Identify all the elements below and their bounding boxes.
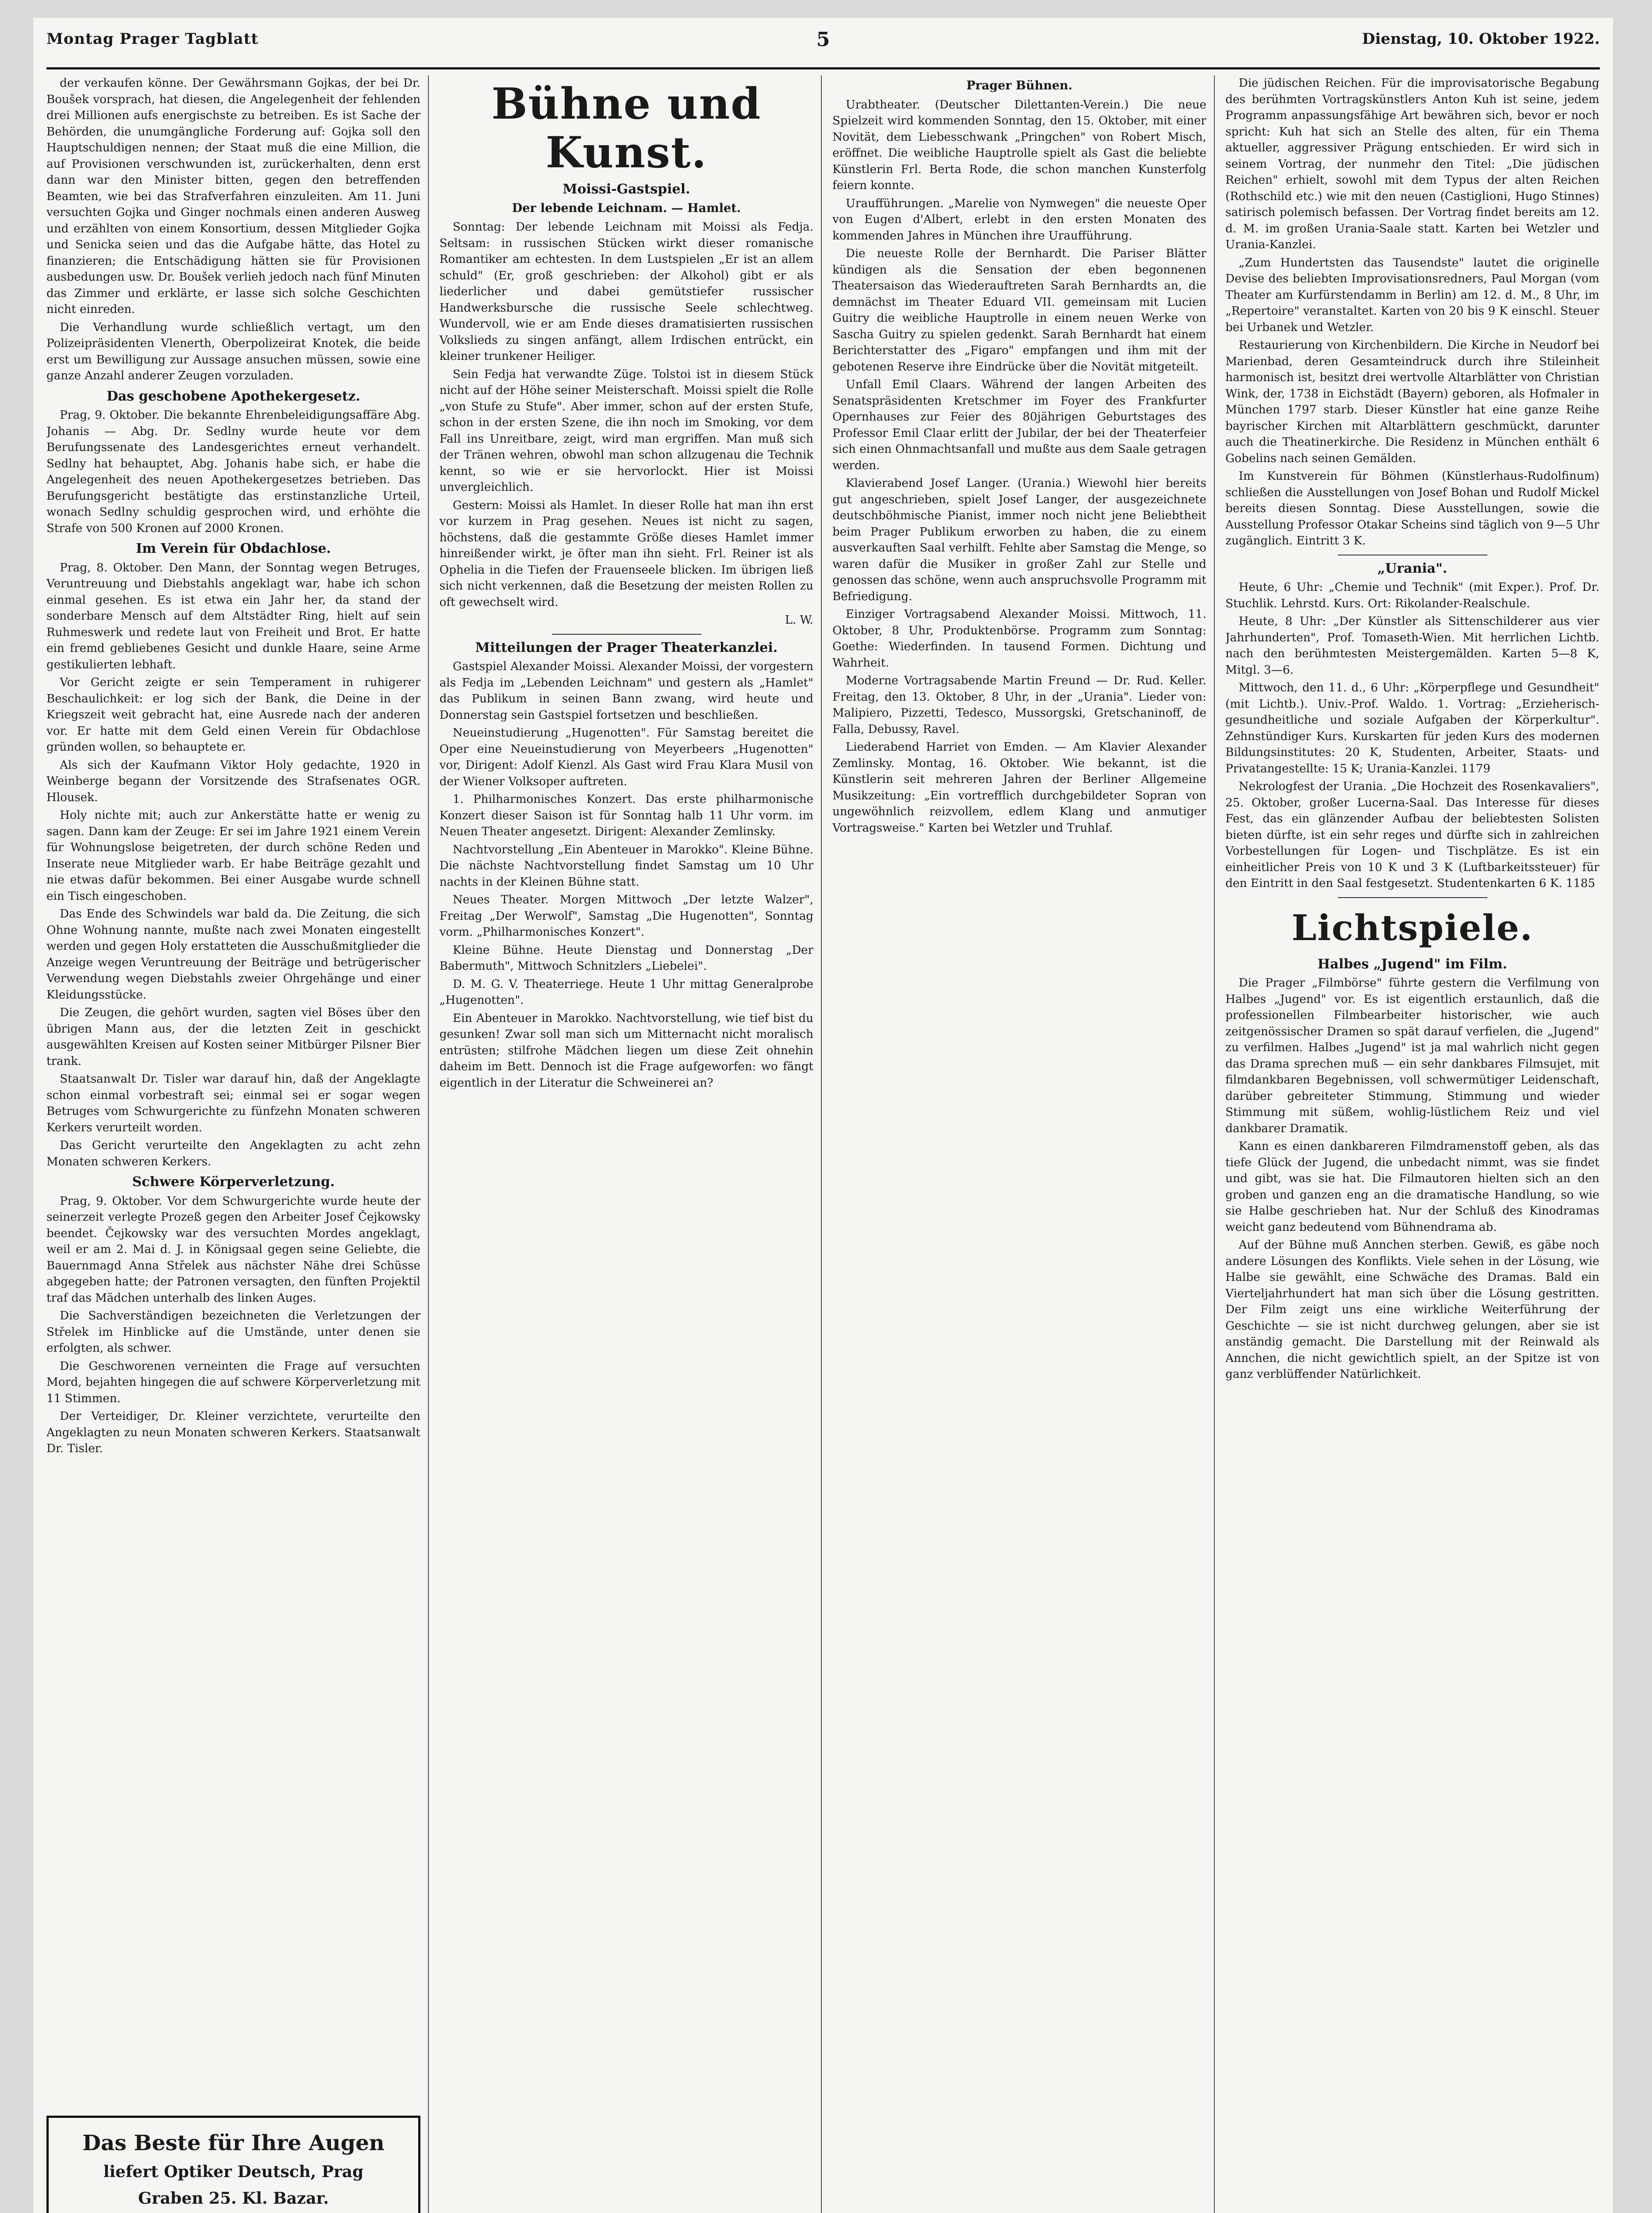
article-paragraph: Als sich der Kaufmann Viktor Holy gedachte, 1920 in Weinberge begann der Vorsitzende des Strafsenates OGR. Hlousek.	[46, 758, 420, 804]
article-paragraph: Neueinstudierung „Hugenotten". Für Samstag bereitet die Oper eine Neueinstudierung von Meyerbeers „Hugenotten" vor, Dirigent: Adolf Kienzl. Als Gast wird Frau Klara Musil von der Wiener Volksoper auftreten.	[439, 726, 813, 788]
article-paragraph: Uraufführungen. „Marelie von Nymwegen" die neueste Oper von Eugen d'Albert, erlebt in den ersten Monaten des kommenden Jahres in München ihre Uraufführung.	[832, 197, 1206, 243]
article-paragraph: Die Prager „Filmbörse" führte gestern die Verfilmung von Halbes „Jugend" vor. Es ist eigentlich erstaunlich, daß die professionellen Filmbearbeiter historischer, wie auch zeitgenössischer Dramen so spät darauf verfielen, die „Jugend" zu verfilmen. Halbes „Jugend" ist ja mal wahrlich nicht gegen das Drama sprechen muß — ein sehr dankbares Filmsujet, mit filmdankbaren Begebnissen, voll schwermütiger Leidenschaft, darüber gebreiteter Stimmung, Stimmung und wieder Stimmung mit süßem, wohlig-lüstlichem Reiz und viel dankbarer Dramatik.	[1225, 976, 1599, 1135]
column-divider	[1214, 75, 1215, 2213]
article-paragraph: Moderne Vortragsabende Martin Freund — Dr. Rud. Keller. Freitag, den 13. Oktober, 8 Uhr, in der „Urania". Lieder von: Malipiero, Pizzetti, Tedesco, Mussorgski, Gretschaninoff, de Falla, Debussy, Ravel.	[832, 674, 1206, 736]
issue-date: Dienstag, 10. Oktober 1922.	[1362, 30, 1600, 48]
header-rule	[46, 67, 1600, 69]
article-paragraph: Im Kunstverein für Böhmen (Künstlerhaus-Rudolfinum) schließen die Ausstellungen von Josef Bohan und Rudolf Mickel bereits diesen Sonntag. Diese Ausstellungen, sowie die Ausstellung Professor Otakar Scheins sind täglich von 9—5 Uhr zugänglich. Eintritt 3 K.	[1225, 470, 1599, 547]
article-headline: Halbes „Jugend" im Film.	[1317, 956, 1507, 972]
ad-company: liefert Optiker Deutsch, Prag	[103, 2163, 364, 2181]
article-paragraph: Vor Gericht zeigte er sein Temperament in ruhigerer Beschaulichkeit: er log sich der Bank, die Deine in der Kriegszeit weit gebracht hat, eine Ausrede nach der anderen vor. Er hatte mit dem Geld einen Verein für Obdachlose gründen wollen, so behauptete er.	[46, 676, 420, 754]
article-paragraph: Die Verhandlung wurde schließlich vertagt, um den Polizeipräsidenten Vlenerth, Oberpolizeirat Knotek, die beide erst um Bewilligung zur Aussage ansuchen müssen, sowie eine ganze Anzahl anderer Zeugen vorzuladen.	[46, 320, 420, 382]
article-paragraph: Prag, 8. Oktober. Den Mann, der Sonntag wegen Betruges, Veruntreuung und Diebstahls angeklagt war, habe ich schon einmal gesehen. Es ist etwa ein Jahr her, da stand der sonderbare Mensch auf dem Altstädter Ring, hielt auf sein Ruhmeswerk und redete laut von Freiheit und Brot. Er hatte ein fremd gebliebenes Gesicht und dunkle Haare, seine Arme gestikulierten lebhaft.	[46, 561, 420, 671]
masthead-left: Montag Prager Tagblatt	[46, 30, 259, 48]
author-signature: L. W.	[785, 613, 813, 627]
article-paragraph: Gestern: Moissi als Hamlet. In dieser Rolle hat man ihn erst vor kurzem in Prag gesehen. Neues ist nicht zu sagen, höchstens, daß die gestammte Größe dieses Hamlet immer hinreißender wirkt, je öfter man ihn sieht. Frl. Reiner ist als Ophelia in die Tiefen der Frauenseele blicken. Im übrigen ließ sich nicht verkennen, daß die Besetzung der meisten Rollen zu oft gewechselt wird.	[439, 498, 813, 609]
article-headline: Schwere Körperverletzung.	[132, 1174, 335, 1190]
article-paragraph: Staatsanwalt Dr. Tisler war darauf hin, daß der Angeklagte schon einmal vorbestraft sei; einmal sei er sogar wegen Betruges vom Schwurgerichte zu fünfzehn Monaten schweren Kerkers verurteilt worden.	[46, 1072, 420, 1134]
column-2	[439, 75, 813, 2213]
article-paragraph: der verkaufen könne. Der Gewährsmann Gojkas, der bei Dr. Boušek vorsprach, hat diesen, die Angelegenheit der fehlenden drei Millionen aufs energischste zu betreiben. Es ist Sache der Behörden, die unumgängliche Forderung auf: Gojka soll den Hauptschuldigen nennen; der Staat muß die eine Million, die auf Provisionen verschwunden ist, zurückerhalten, denn erst dann war den Minister bitten, gegen den betreffenden Beamten, wie bei das Strafverfahren einzuleiten. Am 11. Juni versuchten Gojka und Ginger nochmals einen anderen Ausweg und erzählten von einem Konsortium, dessen Mitglieder Gojka und Senicka seien und das die Aufgabe hätte, das Hotel zu finanzieren; die Entschädigung hätten sie für Provisionen ausbedungen usw. Dr. Boušek verlieh jedoch nach fünf Minuten das Zimmer und erklärte, er lasse sich solche Geschichten nicht einreden.	[46, 77, 420, 316]
article-paragraph: Das Ende des Schwindels war bald da. Die Zeitung, die sich Ohne Wohnung nannte, mußte nach zwei Monaten eingestellt werden und gegen Holy erstatteten die Ausschußmitglieder die Anzeige wegen Veruntreuung der Beiträge und betrügerischer Verwendung wegen Diebstahls zweier Ohrgehänge und einer Kleidungsstücke.	[46, 907, 420, 1002]
page-number: 5	[816, 28, 830, 51]
column-divider	[821, 75, 822, 2213]
article-paragraph: Liederabend Harriet von Emden. — Am Klavier Alexander Zemlinsky. Montag, 16. Oktober. Wie bekannt, ist die Künstlerin seit mehreren Jahren der Berliner Allgemeine Musikzeitung: „Ein vortrefflich durchgebildeter Sopran von ungewöhnlich reizvollem, edlem Klang und anmutiger Vortragsweise." Karten bei Wetzler und Truhlaf.	[832, 740, 1206, 835]
article-paragraph: Holy nichte mit; auch zur Ankerstätte hatte er wenig zu sagen. Dann kam der Zeuge: Er sei im Jahre 1921 einem Verein für Wohnungslose beigetreten, der durch schöne Reden und Inserate neue Mitglieder warb. Er habe Beiträge gezahlt und nie etwas dafür bekommen. Bei einer Ausgabe wurde schnell ein Tisch eingeschoben.	[46, 809, 420, 903]
article-paragraph: Heute, 8 Uhr: „Der Künstler als Sittenschilderer aus vier Jahrhunderten", Prof. Tomaseth-Wien. Mit herrlichen Lichtb. nach den berühmtesten Meistergemälden. Karten 5—8 K, Mitgl. 3—6.	[1225, 615, 1599, 677]
article-paragraph: Urabtheater. (Deutscher Dilettanten-Verein.) Die neue Spielzeit wird kommenden Sonntag, den 15. Oktober, mit einer Novität, dem Liebesschwank „Pringchen" von Robert Misch, eröffnet. Die weibliche Hauptrolle spielt als Gast die beliebte Künstlerin Frl. Berta Rode, die schon manchen Kunsterfolg feiern konnte.	[832, 98, 1206, 192]
article-paragraph: Auf der Bühne muß Annchen sterben. Gewiß, es gäbe noch andere Lösungen des Konflikts. Viele sehen in der Lösung, wie Halbe sie gewählt, eine Schwäche des Dramas. Bald ein Vierteljahrhundert hat man sich über die Lösung gestritten. Der Film zeigt uns eine wirkliche Weiterführung der Geschichte — sie ist nicht durchweg gelungen, aber sie ist anständig gemacht. Die Darstellung mit der Reinwald als Annchen, die nicht gewichtlich spielt, an der Spitze ist von ganz verblüffender Natürlichkeit.	[1225, 1238, 1599, 1381]
article-paragraph: Nachtvorstellung „Ein Abenteuer in Marokko". Kleine Bühne. Die nächste Nachtvorstellung findet Samstag um 10 Uhr nachts in der Kleinen Bühne statt.	[439, 843, 813, 889]
article-headline: Im Verein für Obdachlose.	[136, 541, 331, 556]
ad-address: Graben 25. Kl. Bazar.	[138, 2189, 329, 2208]
article-headline: „Urania".	[1377, 560, 1448, 576]
article-paragraph: Einziger Vortragsabend Alexander Moissi. Mittwoch, 11. Oktober, 8 Uhr, Produktenbörse. Programm zum Sonntag: Goethe: Wiederfinden. In tausend Formen. Dichtung und Wahrheit.	[832, 608, 1206, 670]
article-paragraph: Nekrologfest der Urania. „Die Hochzeit des Rosenkavaliers", 25. Oktober, großer Lucerna-Saal. Das Interesse für dieses Fest, das ein glänzender Aufbau der beliebtesten Solisten bieten dürfte, ist ein sehr reges und dürfte sich in zahlreichen Vorbestellungen für Logen- und Tischplätze. Es ist ein einheitlicher Preis von 10 K und 3 K (Luftbarkeitssteuer) für den Eintritt in den Saal festgesetzt. Studentenkarten 6 K. 1185	[1225, 780, 1599, 890]
page-header	[46, 26, 1600, 66]
article-paragraph: Sonntag: Der lebende Leichnam mit Moissi als Fedja. Seltsam: in russischen Stücken wirkt dieser romanische Romantiker am echtesten. In dem Lustspielen „Er ist an allem schuld" (Er, groß geschrieben: der Alkohol) gibt er als liederlicher und dabei gemütstiefer russischer Handwerksbursche die russische Seele schlechtweg. Wundervoll, wie er am Ende dieses dramatisierten russischen Volkslieds zu singen anfängt, allem Irdischen entrückt, ein kleiner trunkener Heiliger.	[439, 220, 813, 363]
article-paragraph: Sein Fedja hat verwandte Züge. Tolstoi ist in diesem Stück nicht auf der Höhe seiner Meisterschaft. Moissi spielt die Rolle „von Stufe zu Stufe". Aber immer, schon auf der ersten Stufe, schon in der ersten Szene, die ihn noch im Smoking, vor dem Fall ins Unreitbare, zeigt, wird man ergriffen. Man muß sich der Tränen wehren, obwohl man schon allzugenau die Technik kennt, so wie er sie hervorlockt. Hier ist Moissi unvergleichlich.	[439, 367, 813, 494]
article-paragraph: Restaurierung von Kirchenbildern. Die Kirche in Neudorf bei Marienbad, deren Gesamteindruck durch ihre Stileinheit harmonisch ist, besitzt drei wertvolle Altarblätter von Christian Wink, der, 1738 in Eichstädt (Bayern) geboren, als Hofmaler in München 1797 starb. Dieser Künstler hat eine ganze Reihe bayrischer Kirchen mit Altarblättern geschmückt, darunter auch die Theatinerkirche. Die Residenz in München enthält 6 Gobelins nach seinen Gemälden.	[1225, 339, 1599, 465]
article-paragraph: Die neueste Rolle der Bernhardt. Die Pariser Blätter kündigen als die Sensation der eben begonnenen Theatersaison das Wiederauftreten Sarah Bernhardts an, die demnächst im Theater Eduard VII. gemeinsam mit Lucien Guitry die weibliche Hauptrolle in einem neuen Werke von Sascha Guitry zu spielen gedenkt. Sarah Bernhardt hat einem Berichterstatter des „Figaro" empfangen und ihm mit der gebotenen Reserve ihre Eindrücke über die Novität mitgeteilt.	[832, 247, 1206, 374]
article-paragraph: Prag, 9. Oktober. Vor dem Schwurgerichte wurde heute der seinerzeit verlegte Prozeß gegen den Arbeiter Josef Čejkowsky beendet. Čejkowsky war des versuchten Mordes angeklagt, weil er am 2. Mai d. J. in Königsaal gegen seine Geliebte, die Bauernmagd Anna Střelek aus nächster Nähe drei Schüsse abgegeben hatte; der Patronen versagten, den fünften Projektil traf das Mädchen unterhalb des linken Auges.	[46, 1194, 420, 1305]
article-headline: Prager Bühnen.	[966, 79, 1073, 93]
column-4	[1225, 75, 1599, 2213]
article-paragraph: D. M. G. V. Theaterriege. Heute 1 Uhr mittag Generalprobe „Hugenotten".	[439, 977, 813, 1007]
ad-headline: Das Beste für Ihre Augen	[82, 2131, 385, 2155]
article-paragraph: Ein Abenteuer in Marokko. Nachtvorstellung, wie tief bist du gesunken! Zwar soll man sich um Mitternacht nicht moralisch entrüsten; stilfrohe Mädchen liegen um diese Zeit ohnehin daheim im Bett. Dennoch ist die Frage aufgeworfen: wo fängt eigentlich in der Literatur die Schweinerei an?	[439, 1011, 813, 1090]
article-paragraph: Kleine Bühne. Heute Dienstag und Donnerstag „Der Babermuth", Mittwoch Schnitzlers „Liebelei".	[439, 943, 813, 973]
article-paragraph: Prag, 9. Oktober. Die bekannte Ehrenbeleidigungsaffäre Abg. Johanis — Abg. Dr. Sedlny wurde heute vor dem Berufungssenate des Landesgerichtes erneut verhandelt. Sedlny hat behauptet, Abg. Johanis habe sich, er habe die Angelegenheit des neuen Apothekergesetzes betrieben. Das Berufungsgericht bestätigte das erstinstanzliche Urteil, wonach Sedlny schuldig gesprochen wird, und erhöhte die Strafe von 500 Kronen auf 2000 Kronen.	[46, 409, 420, 535]
column-3	[832, 75, 1206, 2213]
article-paragraph: 1. Philharmonisches Konzert. Das erste philharmonische Konzert dieser Saison ist für Sonntag halb 11 Uhr vorm. im Neuen Theater angesetzt. Dirigent: Alexander Zemlinsky.	[439, 793, 813, 838]
section-masthead: Lichtspiele.	[1291, 906, 1533, 948]
article-paragraph: Neues Theater. Morgen Mittwoch „Der letzte Walzer", Freitag „Der Werwolf", Samstag „Die Hugenotten", Sonntag vorm. „Philharmonisches Konzert".	[439, 893, 813, 939]
column-divider	[428, 75, 429, 2213]
article-paragraph: Klavierabend Josef Langer. (Urania.) Wiewohl hier bereits gut angeschrieben, spielt Josef Langer, der ausgezeichnete deutschböhmische Pianist, immer noch nicht jene Beliebtheit beim Prager Publikum erworben zu haben, die zu einem ausverkauften Saal verhilft. Fehlte aber Samstag die Menge, so waren dafür die Musiker in großer Zahl zur Stelle und genossen das schöne, wenn auch anspruchsvolle Programm mit Befriedigung.	[832, 477, 1206, 603]
article-paragraph: Heute, 6 Uhr: „Chemie und Technik" (mit Exper.). Prof. Dr. Stuchlik. Lehrstd. Kurs. Ort: Rikolander-Realschule.	[1225, 581, 1599, 610]
section-separator	[1338, 897, 1487, 898]
article-paragraph: Unfall Emil Claars. Während der langen Arbeiten des Senatspräsidenten Kretschmer im Foyer des Frankfurter Opernhauses zur Feier des 80jährigen Geburtstages des Professor Emil Claar erlitt der Jubilar, der bei der Theaterfeier sich einen Ohnmachtsanfall und mußte aus dem Saale getragen werden.	[832, 378, 1206, 472]
article-paragraph: Die Zeugen, die gehört wurden, sagten viel Böses über den übrigen Mann aus, der die letzten Zeit in geschickt ausgewählten Kreisen auf Kosten seiner Mitbürger Pilsner Bier trank.	[46, 1006, 420, 1068]
newspaper-page	[33, 18, 1613, 2213]
article-paragraph: Mittwoch, den 11. d., 6 Uhr: „Körperpflege und Gesundheit" (mit Lichtb.). Univ.-Prof. Waldo. 1. Vortrag: „Erzieherisch-gesundheitliche und soziale Aufgaben der Körperkultur". Zehnstündiger Kurs. Kurskarten für jeden Kurs des modernen Bildungsinstitutes: 20 K, Studenten, Arbeiter, Staats- und Privatangestellte: 15 K; Urania-Kanzlei. 1179	[1225, 681, 1599, 775]
article-paragraph: Kann es einen dankbareren Filmdramenstoff geben, als das tiefe Glück der Jugend, die unbedacht nimmt, was sie findet und gibt, was sie hat. Die Filmautoren hielten sich an den groben und ganzen eng an die dramatische Handlung, so wie sie Halbe geschrieben hat. Nur der Schluß des Kinodramas weicht ganz bedeutend vom Bühnendrama ab.	[1225, 1140, 1599, 1234]
article-paragraph: Die Sachverständigen bezeichneten die Verletzungen der Střelek im Hinblicke auf die Umstände, unter denen sie erfolgten, als schwer.	[46, 1309, 420, 1355]
article-subheadline: Der lebende Leichnam. — Hamlet.	[512, 201, 741, 215]
optician-advertisement	[46, 2116, 420, 2213]
article-paragraph: Der Verteidiger, Dr. Kleiner verzichtete, verurteilte den Angeklagten zu neun Monaten schweren Kerkers. Staatsanwalt Dr. Tisler.	[46, 1410, 420, 1455]
section-separator	[552, 634, 701, 635]
article-paragraph: Die jüdischen Reichen. Für die improvisatorische Begabung des berühmten Vortragskünstlers Anton Kuh ist seine, jedem Programm anpassungsfähige Art bewähren sich, bevor er noch spricht: Kuh hat sich an Stelle des alten, für ein Thema aktueller, aggressiver Prägung entschieden. Er wird sich in seinem Vortrag, der nunmehr den Titel: „Die jüdischen Reichen" erhielt, sowohl mit dem Typus der alten Reichen (Rothschild etc.) wie mit den neuen (Castiglioni, Hugo Stinnes) satirisch polemisch befassen. Der Vortrag findet bereits am 12. d. M. im großen Urania-Saale statt. Karten bei Wetzler und Urania-Kanzlei.	[1225, 77, 1599, 251]
section-masthead: Bühne und Kunst.	[491, 79, 762, 177]
article-headline: Das geschobene Apothekergesetz.	[106, 388, 361, 404]
article-paragraph: „Zum Hundertsten das Tausendste" lautet die originelle Devise des beliebten Improvisationsredners, Paul Morgan (vom Theater am Kurfürstendamm in Berlin) am 12. d. M., 8 Uhr, im „Repertoire" veranstaltet. Karten von 20 bis 9 K einschl. Steuer bei Urbanek und Wetzler.	[1225, 256, 1599, 334]
article-headline: Moissi-Gastspiel.	[562, 181, 690, 197]
article-paragraph: Die Geschworenen verneinten die Frage auf versuchten Mord, bejahten hingegen die auf schwere Körperverletzung mit 11 Stimmen.	[46, 1359, 420, 1405]
article-paragraph: Gastspiel Alexander Moissi. Alexander Moissi, der vorgestern als Fedja im „Lebenden Leichnam" und gestern als „Hamlet" das Publikum in seinen Bann zwang, wird heute und Donnerstag sein Gastspiel fortsetzen und beschließen.	[439, 660, 813, 722]
article-paragraph: Das Gericht verurteilte den Angeklagten zu acht zehn Monaten schweren Kerkers.	[46, 1139, 420, 1168]
article-headline: Mitteilungen der Prager Theaterkanzlei.	[475, 640, 778, 655]
column-1	[46, 75, 420, 2107]
